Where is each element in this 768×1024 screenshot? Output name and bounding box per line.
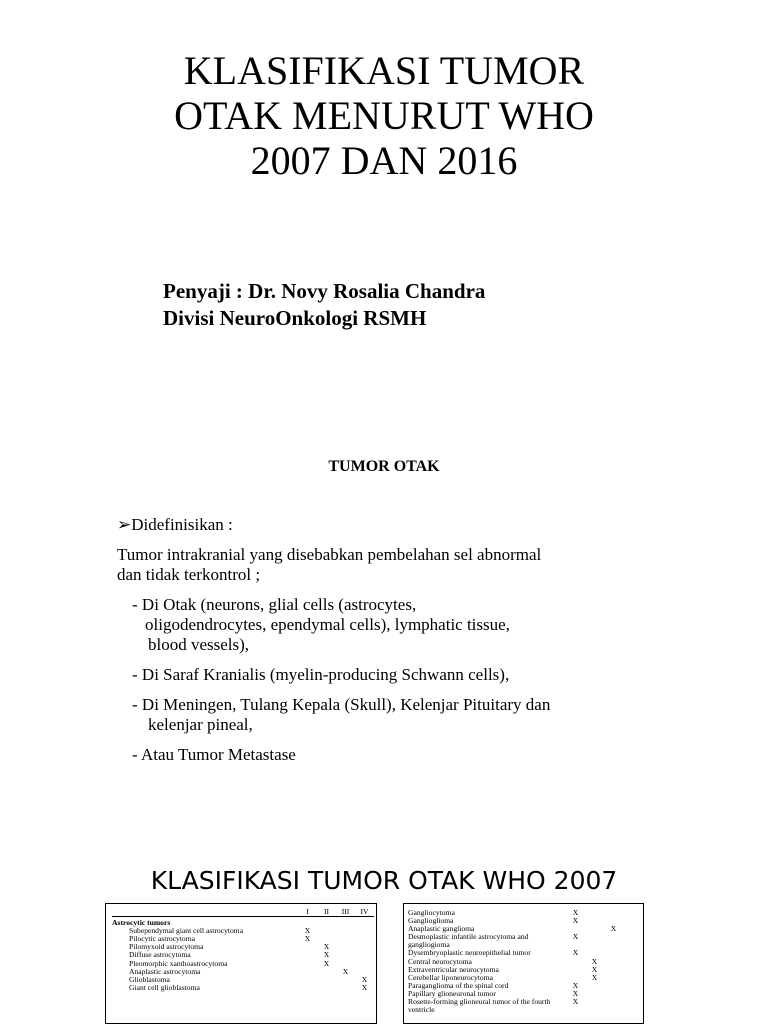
presenter-division: Divisi NeuroOnkologi RSMH [163,306,427,330]
grade-mark: X [572,980,579,990]
location-item-brain-cont: oligodendrocytes, ependymal cells), lymphatic tissue, [145,615,510,634]
grade-mark [604,958,623,966]
tumor-name: Central neurocytoma [408,956,472,966]
grade-mark [585,925,604,933]
grade-mark: X [610,924,617,934]
grade-mark: X [591,972,598,982]
tumor-name: Desmoplastic infantile astrocytoma and gangliogioma [408,932,529,950]
grade-mark: X [361,982,368,992]
grade-table [408,909,642,1014]
grade-mark [585,990,604,998]
tumor-name: Pilomyxoid astrocytoma [129,942,204,952]
location-item-cranial-nerve: - Di Saraf Kranialis (myelin-producing Schwann cells), [132,665,510,684]
tumor-name: Dysembryoplastic neuroepithelial tumor [408,948,531,958]
grade-mark [298,968,317,976]
location-item-meninges: - Di Meningen, Tulang Kepala (Skull), Kelenjar Pituitary dan [132,695,551,714]
grade-mark [566,958,585,966]
grade-mark [623,925,642,933]
grade-mark [623,949,642,957]
grade-mark [604,949,623,957]
grade-header: II [323,907,330,916]
tumor-name: Anaplastic ganglioma [408,924,475,934]
grade-mark [623,998,642,1014]
tumor-name: Gangliocytoma [408,908,455,917]
location-item-brain: - Di Otak (neurons, glial cells (astrocytes, [132,595,417,614]
grade-mark [604,933,623,949]
grade-mark [585,933,604,949]
table-header-row [112,908,374,917]
tumor-name: Giant cell glioblastoma [129,982,200,992]
grade-mark [355,943,374,951]
grade-mark [317,976,336,984]
grade-mark [298,951,317,959]
title-line-3: 2007 DAN 2016 [250,138,518,183]
tumor-name: Rosette-forming glioneural tumor of the fourth ventricle [408,997,551,1015]
grade-mark [585,982,604,990]
definition-line: Tumor intrakranial yang disebabkan pembelahan sel abnormal [117,545,542,564]
grade-mark [298,943,317,951]
presenter-name: Penyaji : Dr. Novy Rosalia Chandra [163,279,486,303]
section-heading: TUMOR OTAK [328,458,440,475]
location-item-meninges-cont: kelenjar pineal, [148,715,253,734]
grade-mark [355,951,374,959]
grade-mark [623,917,642,925]
location-item-metastasis: - Atau Tumor Metastase [132,745,296,764]
tumor-name: Cerebellar liponeurocytoma [408,972,493,982]
grade-mark [336,984,355,992]
tumor-name: Diffuse astrocytoma [129,950,191,960]
grade-mark [604,998,623,1014]
grade-mark [336,951,355,959]
grade-mark: X [323,958,330,968]
grade-mark [623,958,642,966]
grade-mark [317,984,336,992]
grade-mark: X [572,916,579,926]
grade-mark: X [304,934,311,944]
grade-mark [623,982,642,990]
definition-body [117,515,550,765]
grade-mark: X [591,964,598,974]
tumor-name: Anaplastic astrocytoma [129,966,201,976]
grade-mark [336,943,355,951]
tumor-name: Extraventricular neurocytoma [408,964,499,974]
grade-mark [604,990,623,998]
grade-mark [317,968,336,976]
tumor-name: Paraganglioma of the spinal cord [408,980,509,990]
tumor-name: Pilocytic astrocytoma [129,934,196,944]
classification-title: KLASIFIKASI TUMOR OTAK WHO 2007 [150,866,618,895]
grade-mark [298,984,317,992]
grade-mark [355,927,374,935]
who-table-left [105,903,377,1024]
presenter-info [163,278,485,332]
grade-mark [336,935,355,943]
table-row [112,984,374,992]
tumor-name: Subependymal giant cell astrocytoma [129,926,244,936]
grade-mark: X [572,948,579,958]
grade-mark [604,982,623,990]
grade-mark [623,966,642,974]
grade-mark [623,990,642,998]
grade-header: I [306,907,309,916]
grade-mark [336,976,355,984]
grade-mark: X [323,942,330,952]
tumor-name: Papillary glioneuronal tumor [408,988,496,998]
group-label: Astrocytic tumors [112,918,171,928]
grade-mark [623,909,642,917]
definition-line: dan tidak terkontrol ; [117,565,261,584]
grade-mark [336,927,355,935]
table-row [408,998,642,1014]
grade-mark [355,960,374,968]
grade-mark: X [572,908,579,917]
grade-mark [604,909,623,917]
grade-mark: X [572,997,579,1007]
who-table-right [403,903,644,1024]
grade-header: IV [360,907,369,916]
grade-mark [585,909,604,917]
grade-mark: X [591,956,598,966]
grade-mark [604,966,623,974]
table-row [408,933,642,949]
slide-title [0,48,768,183]
grade-mark [298,960,317,968]
grade-mark [585,917,604,925]
tumor-name: Glioblastoma [129,974,170,984]
grade-mark: X [572,988,579,998]
grade-mark [298,976,317,984]
grade-mark [623,974,642,982]
grade-mark [566,966,585,974]
tumor-name: Pleomorphic xanthoastrocytoma [129,958,228,968]
grade-mark [604,974,623,982]
title-line-2: OTAK MENURUT WHO [174,93,594,138]
title-line-1: KLASIFIKASI TUMOR [183,48,585,93]
grade-header: III [341,907,350,916]
grade-mark [623,933,642,949]
grade-mark: X [342,966,349,976]
location-item-brain-cont: blood vessels), [148,635,250,654]
definition-bullet: ➢Didefinisikan : [117,515,233,534]
grade-mark: X [572,932,579,942]
tumor-name: Ganglioglioma [408,916,454,926]
grade-mark: X [361,974,368,984]
grade-mark: X [304,926,311,936]
grade-mark [355,935,374,943]
grade-mark [317,927,336,935]
grade-table [112,908,374,992]
grade-mark [585,998,604,1014]
grade-mark: X [323,950,330,960]
